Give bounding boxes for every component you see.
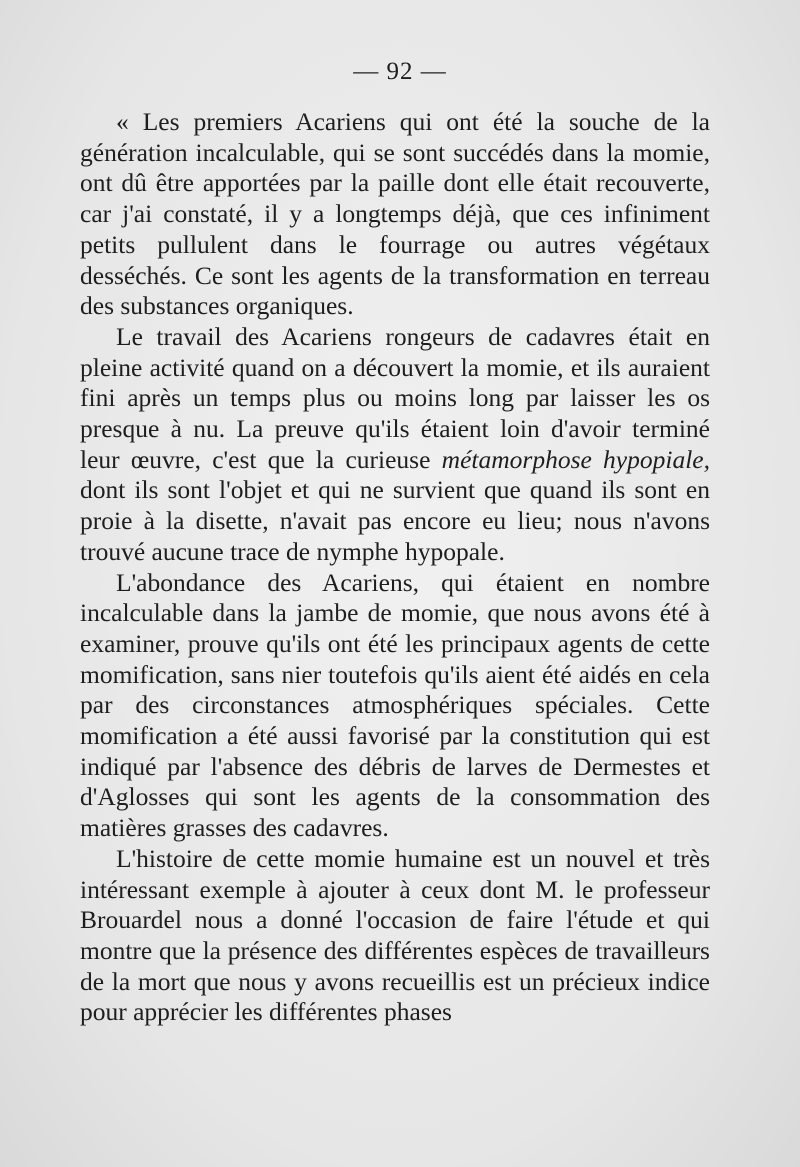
page-number: — 92 — (353, 58, 447, 85)
paragraph-2-text-b: dont ils sont l'objet et qui ne survient que quand ils sont en proie à la disette, n'avait pas encore eu lieu; nous n'avons trouvé aucune trace de nymphe hypopale. (80, 475, 710, 566)
body-text (80, 107, 710, 1028)
paragraph-4: L'histoire de cette momie humaine est un nouvel et très intéressant exemple à ajouter à ceux dont M. le professeur Brouardel nous a donné l'occasion de faire l'étude et qui montre que la présence des différentes espèces de travailleurs de la mort que nous y avons recueillis est un précieux indice pour apprécier les différentes phases (80, 843, 710, 1027)
paragraph-2-text-a: Le travail des Acariens rongeurs de cadavres était en pleine activité quand on a découvert la momie, et ils auraient fini après un temps plus ou moins long par laisser les os presque à nu. La preuve qu'ils étaient loin d'avoir terminé leur œuvre, c'est que la curieuse (80, 321, 710, 474)
paragraph-2 (80, 322, 710, 568)
paragraph-1: « Les premiers Acariens qui ont été la souche de la génération incalculable, qui se sont succédés dans la momie, ont dû être apportées par la paille dont elle était recouverte, car j'ai constaté, il y a longtemps déjà, que ces infiniment petits pullulent dans le fourrage ou autres végétaux desséchés. Ce sont les agents de la transformation en terreau des substances organiques. (80, 107, 710, 321)
paragraph-3: L'abondance des Acariens, qui étaient en nombre incalculable dans la jambe de momie, que nous avons été à examiner, prouve qu'ils ont été les principaux agents de cette momification, sans nier toutefois qu'ils aient été aidés en cela par des circonstances atmosphériques spéciales. Cette momification a été aussi favorisé par la constitution qui est indiqué par l'absence des débris de larves de Dermestes et d'Aglosses qui sont les agents de la consommation des matières grasses des cadavres. (80, 567, 710, 843)
paragraph-2-italic-term: métamorphose hypopiale, (441, 444, 710, 474)
